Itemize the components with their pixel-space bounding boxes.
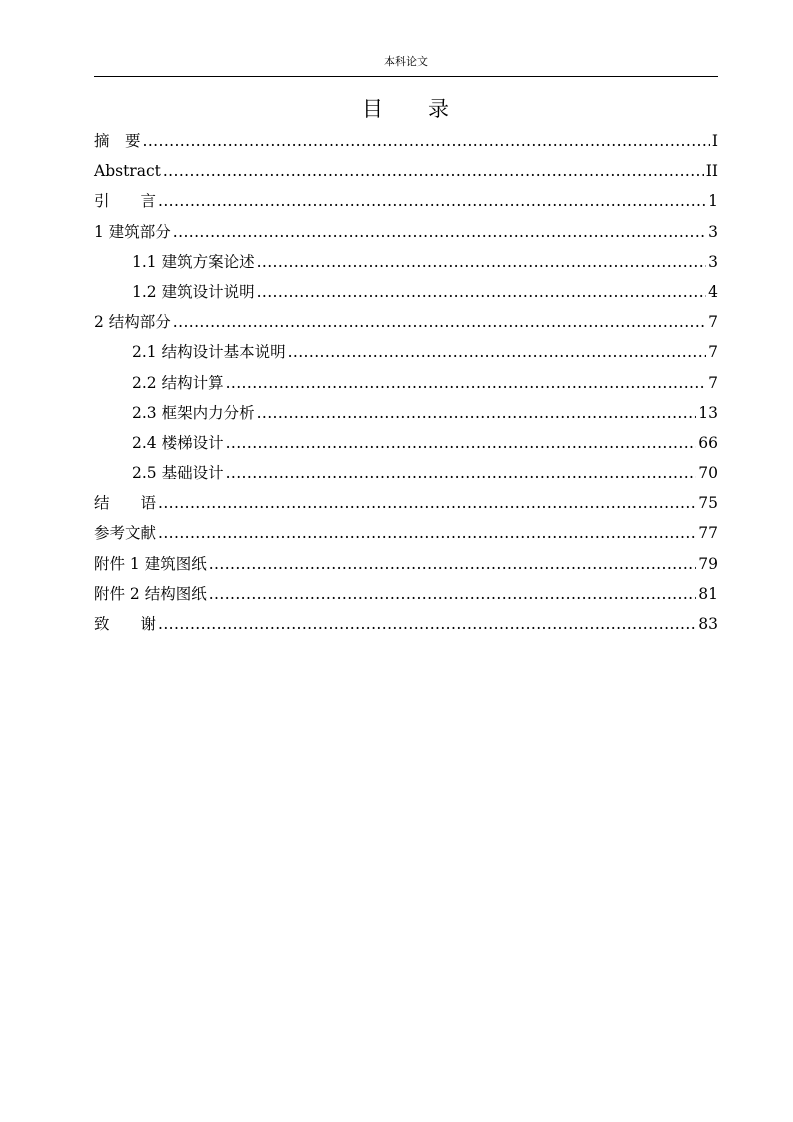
toc-entry-page: 4 xyxy=(708,282,718,301)
toc-leader-dots xyxy=(226,368,707,398)
toc-entry-label: 2 结构部分 xyxy=(94,313,171,332)
toc-entry-page: 66 xyxy=(698,433,718,452)
toc-leader-dots xyxy=(158,186,706,216)
toc-entry-label: 附件 1 建筑图纸 xyxy=(94,554,207,573)
toc-entry-page: 1 xyxy=(708,192,718,211)
toc-entry-conclusion[interactable] xyxy=(94,488,718,518)
toc-entry-page: 3 xyxy=(708,222,718,241)
toc-leader-dots xyxy=(257,277,707,307)
toc-entry-page: 7 xyxy=(708,373,718,392)
toc-entry-chapter-2[interactable] xyxy=(94,307,718,337)
toc-entry-abstract-en[interactable] xyxy=(94,156,718,186)
toc-entry-label: 附件 2 结构图纸 xyxy=(94,584,207,603)
toc-entry-page: 3 xyxy=(708,252,718,271)
toc-leader-dots xyxy=(163,156,704,186)
toc-leader-dots xyxy=(158,518,696,548)
toc-entry-page: 13 xyxy=(698,403,718,422)
toc-title xyxy=(94,94,718,124)
toc-entry-references[interactable] xyxy=(94,518,718,548)
toc-list xyxy=(94,126,718,639)
toc-entry-chapter-1[interactable] xyxy=(94,217,718,247)
toc-leader-dots xyxy=(288,337,707,367)
toc-entry-label: 2.5 基础设计 xyxy=(132,464,224,483)
toc-entry-label: 2.4 楼梯设计 xyxy=(132,433,224,452)
toc-leader-dots xyxy=(209,549,697,579)
toc-leader-dots xyxy=(257,398,697,428)
toc-title-left: 目 xyxy=(362,97,384,121)
toc-entry-appendix-1[interactable] xyxy=(94,549,718,579)
toc-entry-page: II xyxy=(705,162,718,181)
toc-entry-page: 81 xyxy=(698,584,718,603)
toc-entry-page: 7 xyxy=(708,343,718,362)
toc-entry-section-1-2[interactable] xyxy=(94,277,718,307)
toc-entry-page: 70 xyxy=(698,464,718,483)
toc-leader-dots xyxy=(143,126,710,156)
toc-leader-dots xyxy=(173,217,706,247)
toc-title-right: 录 xyxy=(428,97,450,121)
toc-leader-dots xyxy=(158,609,696,639)
toc-entry-page: 83 xyxy=(698,615,718,633)
toc-entry-introduction[interactable] xyxy=(94,186,718,216)
toc-entry-section-2-1[interactable] xyxy=(94,337,718,367)
toc-entry-label: 2.1 结构设计基本说明 xyxy=(132,343,286,362)
toc-leader-dots xyxy=(173,307,706,337)
toc-entry-label: 致 谢 xyxy=(94,615,157,633)
toc-entry-label: 摘 要 xyxy=(94,132,141,150)
toc-entry-label: 引 言 xyxy=(94,192,157,211)
toc-leader-dots xyxy=(158,488,696,518)
toc-entry-page: 79 xyxy=(698,554,718,573)
toc-entry-appendix-2[interactable] xyxy=(94,579,718,609)
toc-entry-label: 参考文献 xyxy=(94,524,157,543)
toc-entry-label: Abstract xyxy=(94,162,161,181)
toc-entry-page: 7 xyxy=(708,313,718,332)
toc-leader-dots xyxy=(209,579,697,609)
toc-entry-acknowledgements[interactable] xyxy=(94,609,718,639)
toc-entry-label: 1.2 建筑设计说明 xyxy=(132,282,255,301)
toc-entry-section-2-2[interactable] xyxy=(94,368,718,398)
toc-entry-page: 77 xyxy=(698,524,718,543)
toc-entry-label: 1 建筑部分 xyxy=(94,222,171,241)
toc-entry-label: 2.2 结构计算 xyxy=(132,373,224,392)
toc-entry-abstract-cn[interactable] xyxy=(94,126,718,156)
toc-entry-label: 1.1 建筑方案论述 xyxy=(132,252,255,271)
toc-entry-page: 75 xyxy=(698,494,718,513)
header-rule xyxy=(94,76,718,77)
toc-entry-section-2-4[interactable] xyxy=(94,428,718,458)
toc-leader-dots xyxy=(226,428,697,458)
toc-entry-label: 2.3 框架内力分析 xyxy=(132,403,255,422)
toc-leader-dots xyxy=(226,458,697,488)
toc-entry-section-1-1[interactable] xyxy=(94,247,718,277)
toc-leader-dots xyxy=(257,247,707,277)
toc-entry-label: 结 语 xyxy=(94,494,157,513)
toc-entry-section-2-5[interactable] xyxy=(94,458,718,488)
toc-entry-section-2-3[interactable] xyxy=(94,398,718,428)
toc-entry-page: I xyxy=(711,132,718,150)
running-header: 本科论文 xyxy=(384,55,428,68)
